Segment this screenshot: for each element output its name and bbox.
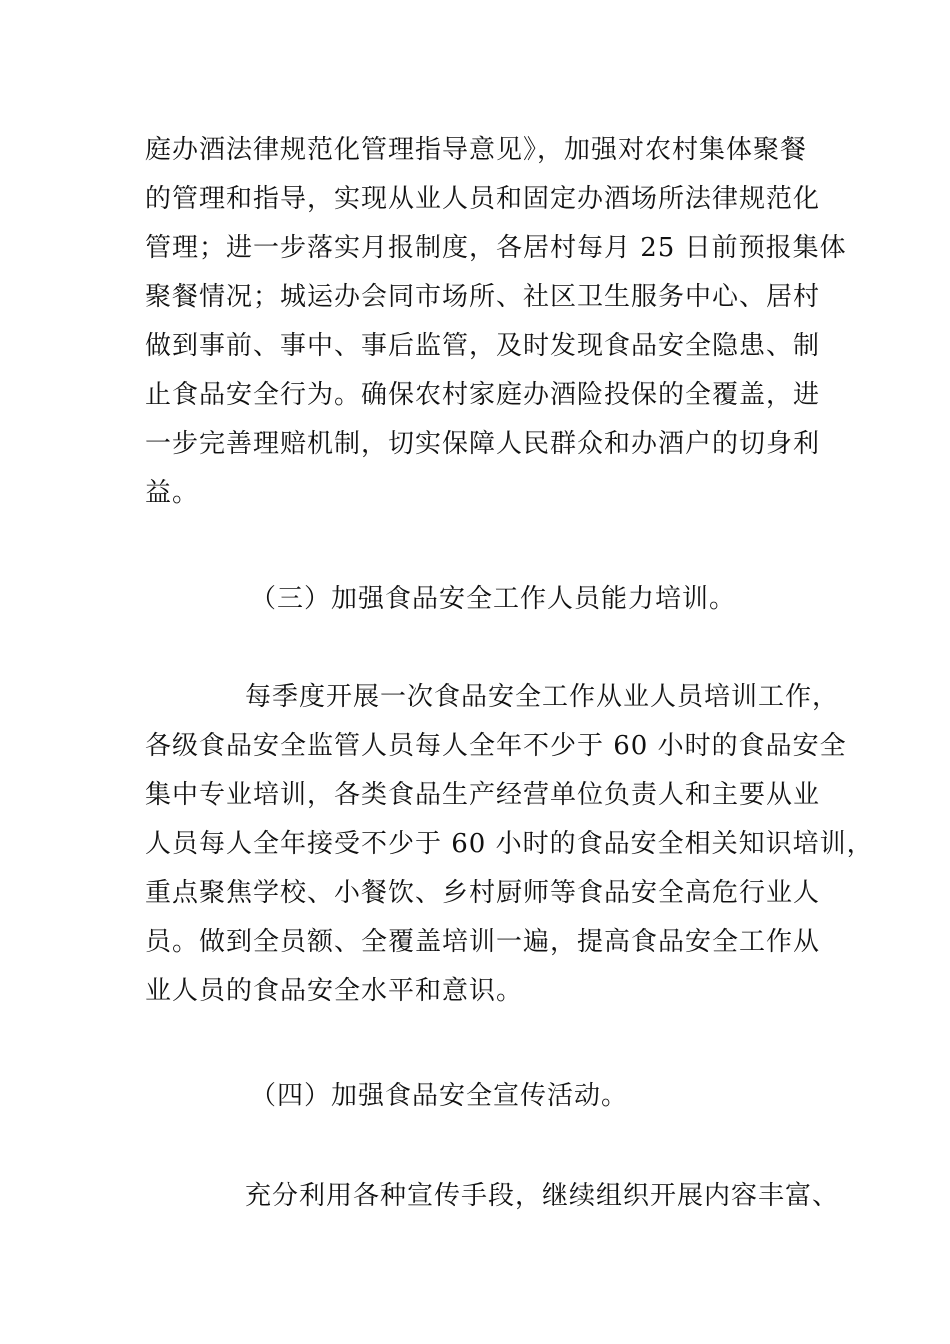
text-line: 做到事前、事中、事后监管，及时发现食品安全隐患、制 [145,331,821,361]
text-line: 员。做到全员额、全覆盖培训一遍，提高食品安全工作从 [145,927,821,957]
text-line: 重点聚焦学校、小餐饮、乡村厨师等食品安全高危行业人 [145,878,821,908]
paragraph-publicity [145,1172,840,1221]
text-line: 管理；进一步落实月报制度，各居村每月 25 日前预报集体 [145,233,847,263]
text-line: 集中专业培训，各类食品生产经营单位负责人和主要从业 [145,780,821,810]
text-line: 聚餐情况；城运办会同市场所、社区卫生服务中心、居村 [145,282,821,312]
text-line: 人员每人全年接受不少于 60 小时的食品安全相关知识培训， [145,829,874,859]
text-line: 每季度开展一次食品安全工作从业人员培训工作， [245,682,840,712]
text-line: 止食品安全行为。确保农村家庭办酒险投保的全覆盖，进 [145,380,821,410]
text-line: 一步完善理赔机制，切实保障人民群众和办酒户的切身利 [145,429,821,459]
text-line: 业人员的食品安全水平和意识。 [145,976,524,1006]
section-heading-4: （四）加强食品安全宣传活动。 [250,1081,629,1111]
section-heading-3: （三）加强食品安全工作人员能力培训。 [250,584,737,614]
text-line: 庭办酒法律规范化管理指导意见》，加强对农村集体聚餐 [145,135,808,165]
paragraph-rural-banquet-management [145,126,847,518]
text-line: 益。 [145,478,200,508]
paragraph-staff-training [145,673,874,1016]
text-line: 的管理和指导，实现从业人员和固定办酒场所法律规范化 [145,184,821,214]
text-line: 各级食品安全监管人员每人全年不少于 60 小时的食品安全 [145,731,847,761]
text-line: 充分利用各种宣传手段，继续组织开展内容丰富、 [245,1181,840,1211]
